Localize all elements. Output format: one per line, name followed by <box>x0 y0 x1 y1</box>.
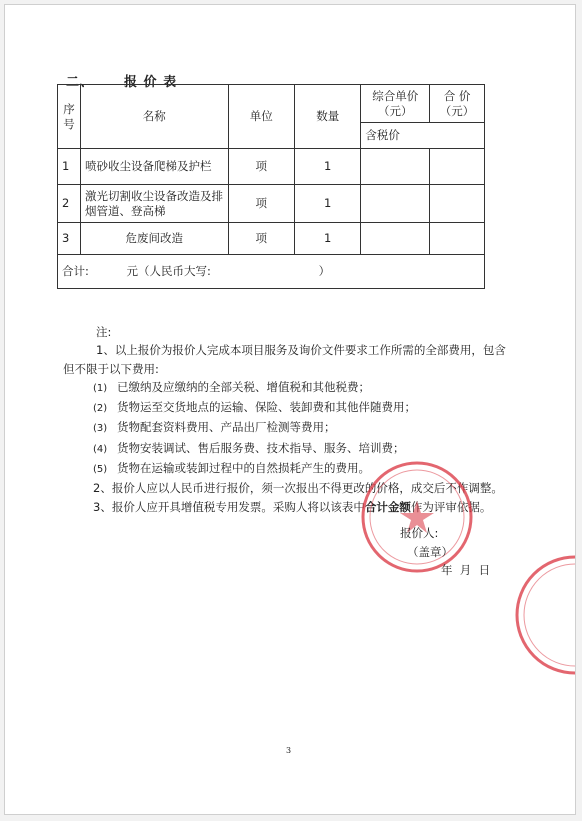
header-qty: 数量 <box>294 85 360 149</box>
header-seq: 序号 <box>58 85 81 149</box>
note-sub-item: (4) 货物安装调试、售后服务费、技术指导、服务、培训费； <box>93 440 405 455</box>
cell-unit-price <box>361 223 430 255</box>
table-total-row <box>58 255 485 289</box>
cell-total <box>430 223 485 255</box>
cell-name: 危废间改造 <box>80 223 228 255</box>
table-row <box>58 149 485 185</box>
total-cell <box>58 255 485 289</box>
cell-qty: 1 <box>294 223 360 255</box>
cell-qty: 1 <box>294 185 360 223</box>
cell-unit: 项 <box>228 185 294 223</box>
section-title: 报 价 表 <box>124 75 178 90</box>
table-row <box>58 223 485 255</box>
table-row <box>58 185 485 223</box>
table-header-row <box>58 85 485 123</box>
cell-total <box>430 149 485 185</box>
cell-seq: 3 <box>58 223 81 255</box>
company-seal-partial <box>515 550 576 680</box>
note-sub-item: (3) 货物配套资料费用、产品出厂检测等费用； <box>93 420 336 435</box>
note-sub-item: (1) 已缴纳及应缴纳的全部关税、增值税和其他税费； <box>93 379 370 394</box>
cell-seq: 1 <box>58 149 81 185</box>
page-number: 3 <box>286 746 292 755</box>
header-name: 名称 <box>80 85 228 149</box>
note-item-1: 1、以上报价为报价人完成本项目服务及询价文件要求工作所需的全部费用，包含 <box>96 343 506 358</box>
note-sub-item: (5) 货物在运输或装卸过程中的自然损耗产生的费用。 <box>93 461 370 476</box>
signature-date: 年 月 日 <box>441 563 491 577</box>
cell-unit: 项 <box>228 223 294 255</box>
note-item-3: 3、报价人应开具增值税专用发票。采购人将以该表中合计金额作为评审依据。 <box>93 499 492 514</box>
document-page <box>4 4 576 815</box>
cell-total <box>430 185 485 223</box>
notes-title: 注: <box>96 325 112 339</box>
note-item-1-cont: 但不限于以下费用: <box>63 361 159 376</box>
quotation-table <box>57 84 485 289</box>
cell-qty: 1 <box>294 149 360 185</box>
note-item-2: 2、报价人应以人民币进行报价，须一次报出不得更改的价格，成交后不作调整。 <box>93 481 503 496</box>
cell-unit-price <box>361 149 430 185</box>
section-number: 二、 <box>66 75 95 90</box>
header-unit-price: 综合单价（元） <box>361 85 430 123</box>
cell-seq: 2 <box>58 185 81 223</box>
seal-note: （盖章） <box>407 545 453 559</box>
cell-name: 喷砂收尘设备爬梯及护栏 <box>80 149 228 185</box>
cell-unit: 项 <box>228 149 294 185</box>
cell-name: 激光切割收尘设备改造及排烟管道、登高梯 <box>80 185 228 223</box>
cell-unit-price <box>361 185 430 223</box>
total-close: ） <box>318 264 331 278</box>
header-total: 合 价（元） <box>430 85 485 123</box>
bidder-label: 报价人: <box>400 526 439 540</box>
total-text: 元（人民币大写: <box>126 264 211 278</box>
note-sub-item: (2) 货物运至交货地点的运输、保险、装卸费和其他伴随费用； <box>93 400 416 415</box>
header-tax-inclusive: 含税价 <box>361 123 485 149</box>
header-unit: 单位 <box>228 85 294 149</box>
total-label: 合计: <box>62 264 89 278</box>
